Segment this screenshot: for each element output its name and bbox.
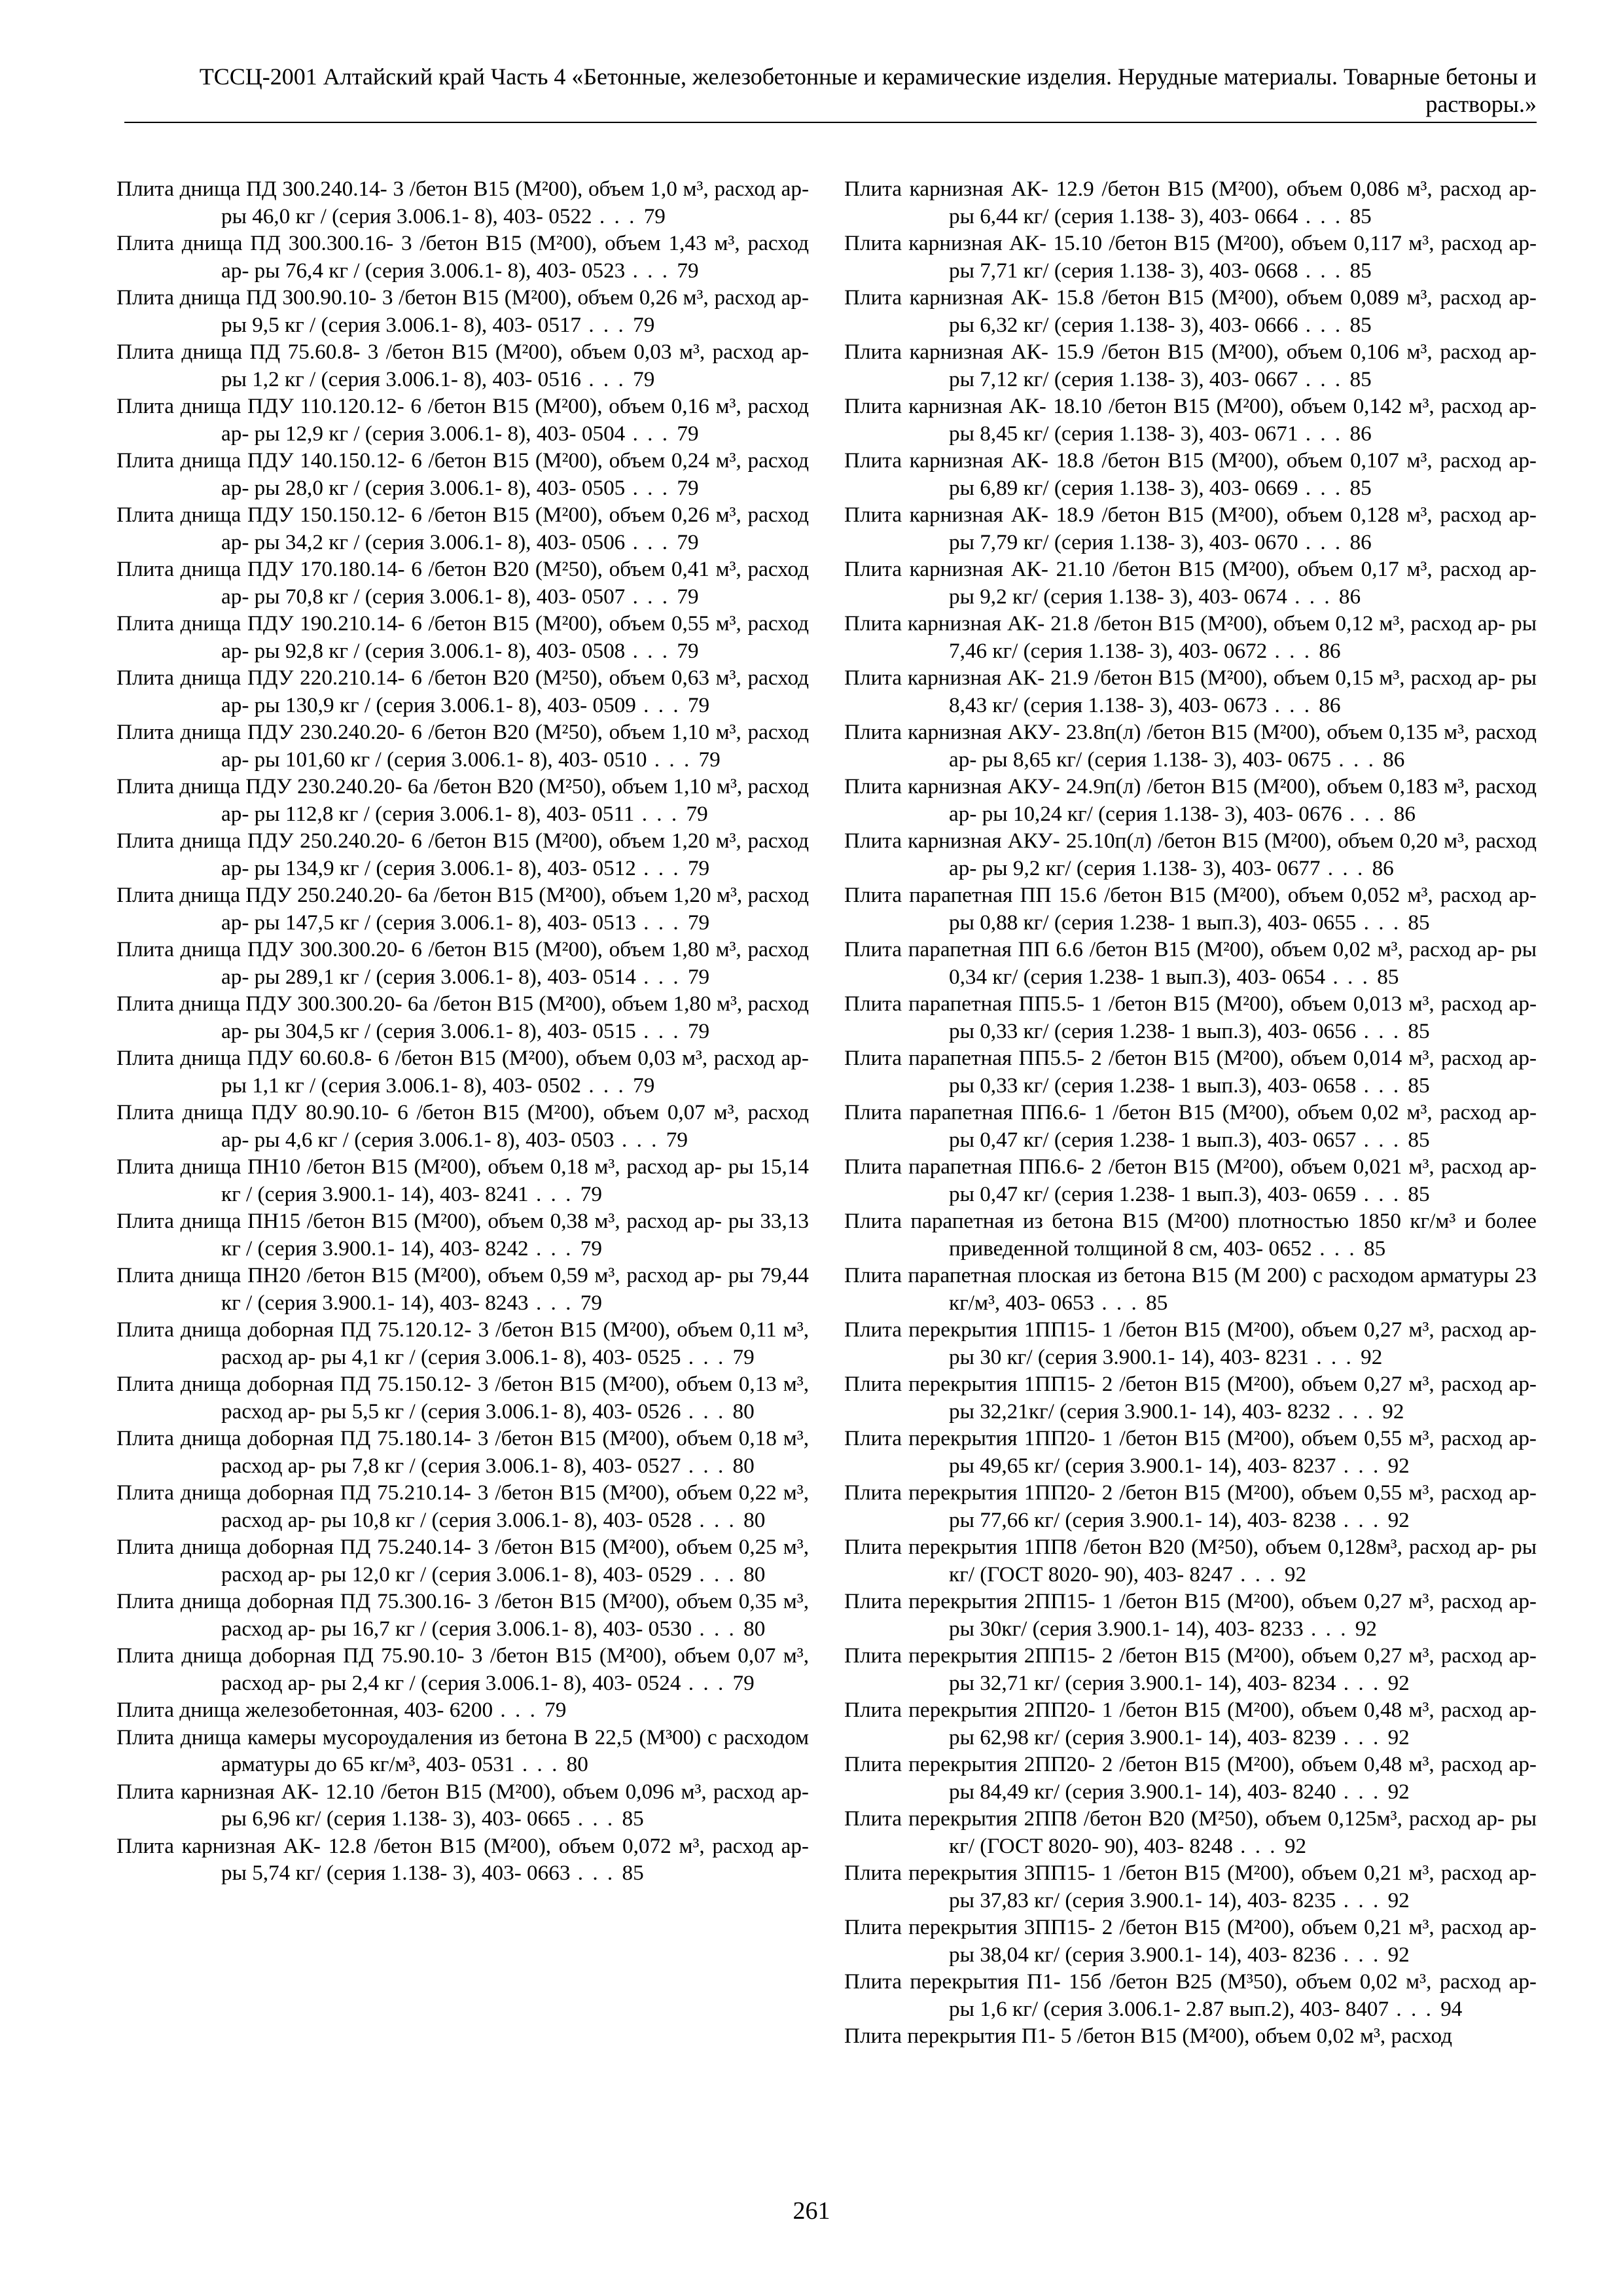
entry-text: Плита карнизная АК- 18.9 /бетон В15 (М²00), объем 0,128 м³, расход ар- ры 7,79 кг/ (серия 1.138- 3), 403- 0670 — [844, 503, 1537, 554]
dot-leader: . . . — [1325, 964, 1378, 989]
entry-page-number: 85 — [1408, 1073, 1430, 1098]
entry-page-number: 79 — [677, 421, 699, 446]
entry-page-number: 86 — [1338, 584, 1361, 609]
index-entry — [844, 1534, 1537, 1588]
index-entry — [844, 338, 1537, 393]
index-entry — [116, 1425, 809, 1479]
entry-text: Плита карнизная АК- 21.10 /бетон В15 (М²00), объем 0,17 м³, расход ар- ры 9,2 кг/ (серия 1.138- 3), 403- 0674 — [844, 557, 1537, 609]
entry-page-number: 86 — [1319, 638, 1341, 663]
dot-leader: . . . — [647, 747, 699, 772]
entry-page-number: 85 — [1408, 1127, 1430, 1152]
entry-page-number: 79 — [677, 258, 699, 283]
dot-leader: . . . — [625, 475, 677, 500]
dot-leader: . . . — [1336, 1670, 1388, 1695]
index-entry — [116, 447, 809, 501]
dot-leader: . . . — [681, 1344, 733, 1369]
entry-page-number: 79 — [732, 1670, 755, 1695]
dot-leader: . . . — [1298, 258, 1350, 283]
dot-leader: . . . — [528, 1236, 580, 1261]
dot-leader: . . . — [1298, 204, 1350, 228]
index-entry — [844, 1208, 1537, 1262]
dot-leader: . . . — [1336, 1725, 1388, 1749]
index-entry — [116, 719, 809, 773]
index-entry — [116, 556, 809, 610]
entry-text: Плита днища ПДУ 250.240.20- 6а /бетон В15 (М²00), объем 1,20 м³, расход ар- ры 147,5 кг / (серия 3.006.1- 8), 403- 0513 — [116, 883, 809, 935]
entry-page-number: 92 — [1355, 1616, 1377, 1641]
entry-page-number: 79 — [580, 1236, 602, 1261]
entry-text: Плита днища ПДУ 80.90.10- 6 /бетон В15 (М²00), объем 0,07 м³, расход ар- ры 4,6 кг / (серия 3.006.1- 8), 403- 0503 — [116, 1100, 809, 1152]
dot-leader: . . . — [1336, 1453, 1388, 1478]
entry-page-number: 92 — [1361, 1344, 1383, 1369]
index-entry — [116, 284, 809, 338]
dot-leader: . . . — [635, 1018, 688, 1043]
index-entry — [844, 2022, 1537, 2050]
entry-page-number: 92 — [1284, 1833, 1307, 1858]
entry-page-number: 79 — [633, 367, 655, 391]
dot-leader: . . . — [1094, 1290, 1147, 1315]
dot-leader: . . . — [1389, 1996, 1441, 2021]
index-entry — [116, 1316, 809, 1371]
entry-text: Плита перекрытия 1ПП15- 2 /бетон В15 (М²00), объем 0,27 м³, расход ар- ры 32,21кг/ (серия 3.900.1- 14), 403- 8232 — [844, 1372, 1537, 1424]
page-number: 261 — [793, 2197, 830, 2225]
dot-leader: . . . — [1298, 529, 1350, 554]
entry-page-number: 92 — [1284, 1562, 1307, 1587]
index-entry — [844, 719, 1537, 773]
entry-text: Плита карнизная АК- 15.9 /бетон В15 (М²00), объем 0,106 м³, расход ар- ры 7,12 кг/ (серия 1.138- 3), 403- 0667 — [844, 340, 1537, 391]
entry-page-number: 80 — [732, 1399, 755, 1424]
entry-page-number: 79 — [643, 204, 666, 228]
dot-leader: . . . — [1303, 1616, 1355, 1641]
dot-leader: . . . — [625, 529, 677, 554]
dot-leader: . . . — [1330, 1399, 1383, 1424]
dot-leader: . . . — [625, 584, 677, 609]
index-entry — [116, 1724, 809, 1778]
dot-leader: . . . — [1267, 692, 1319, 717]
entry-text: Плита днища ПН10 /бетон В15 (М²00), объем 0,18 м³, расход ар- ры 15,14 кг / (серия 3.900.1- 14), 403- 8241 — [116, 1155, 809, 1206]
entry-text: Плита днища доборная ПД 75.210.14- 3 /бетон В15 (М²00), объем 0,22 м³, расход ар- ры 10,8 кг / (серия 3.006.1- 8), 403- 0528 — [116, 1480, 809, 1532]
entry-text: Плита днища ПДУ 230.240.20- 6а /бетон В20 (М²50), объем 1,10 м³, расход ар- ры 112,8 кг / (серия 3.006.1- 8), 403- 0511 — [116, 774, 809, 826]
entry-text: Плита перекрытия 1ПП15- 1 /бетон В15 (М²00), объем 0,27 м³, расход ар- ры 30 кг/ (серия 3.900.1- 14), 403- 8231 — [844, 1318, 1537, 1369]
index-entry — [844, 773, 1537, 827]
entry-page-number: 85 — [1349, 312, 1372, 337]
entry-page-number: 80 — [732, 1453, 755, 1478]
index-entry — [844, 1153, 1537, 1208]
dot-leader: . . . — [634, 801, 687, 826]
entry-text: Плита перекрытия 3ПП15- 2 /бетон В15 (М²00), объем 0,21 м³, расход ар- ры 38,04 кг/ (серия 3.900.1- 14), 403- 8236 — [844, 1915, 1537, 1967]
index-entry — [844, 1479, 1537, 1534]
entry-page-number: 79 — [698, 747, 721, 772]
entry-text: Плита днища доборная ПД 75.240.14- 3 /бетон В15 (М²00), объем 0,25 м³, расход ар- ры 12,0 кг / (серия 3.006.1- 8), 403- 0529 — [116, 1535, 809, 1587]
dot-leader: . . . — [528, 1181, 580, 1206]
dot-leader: . . . — [635, 855, 688, 880]
index-entry — [844, 1045, 1537, 1099]
entry-text: Плита днища ПД 300.90.10- 3 /бетон В15 (М²00), объем 0,26 м³, расход ар- ры 9,5 кг / (серия 3.006.1- 8), 403- 0517 — [116, 285, 809, 337]
dot-leader: . . . — [681, 1399, 733, 1424]
entry-text: Плита днища ПД 75.60.8- 3 /бетон В15 (М²00), объем 0,03 м³, расход ар- ры 1,2 кг / (серия 3.006.1- 8), 403- 0516 — [116, 340, 809, 391]
entry-page-number: 92 — [1387, 1725, 1410, 1749]
dot-leader: . . . — [635, 910, 688, 935]
entry-text: Плита днища камеры мусороудаления из бетона В 22,5 (М³00) с расходом арматуры до 65 кг/м³, 403- 0531 — [116, 1725, 809, 1776]
entry-page-number: 79 — [580, 1181, 602, 1206]
entry-page-number: 86 — [1372, 855, 1394, 880]
entry-page-number: 85 — [1349, 258, 1372, 283]
dot-leader: . . . — [692, 1616, 744, 1641]
index-entry — [116, 882, 809, 936]
entry-text: Плита перекрытия П1- 5 /бетон В15 (М²00), объем 0,02 м³, расход — [844, 2024, 1452, 2048]
index-column-right — [844, 175, 1537, 2178]
entry-page-number: 92 — [1387, 1507, 1410, 1532]
entry-text: Плита карнизная АКУ- 25.10п(л) /бетон В15 (М²00), объем 0,20 м³, расход ар- ры 9,2 кг/ (серия 1.138- 3), 403- 0677 — [844, 829, 1537, 880]
index-entry — [844, 882, 1537, 936]
entry-text: Плита днища ПДУ 220.210.14- 6 /бетон В20 (М²50), объем 0,63 м³, расход ар- ры 130,9 кг / (серия 3.006.1- 8), 403- 0509 — [116, 666, 809, 717]
index-entry — [116, 1045, 809, 1099]
entry-page-number: 85 — [1408, 910, 1430, 935]
entry-page-number: 86 — [1349, 529, 1372, 554]
entry-page-number: 79 — [677, 529, 699, 554]
index-entry — [116, 1371, 809, 1425]
dot-leader: . . . — [592, 204, 644, 228]
entry-page-number: 79 — [580, 1290, 602, 1315]
entry-text: Плита днища ПДУ 230.240.20- 6 /бетон В20 (М²50), объем 1,10 м³, расход ар- ры 101,60 кг / (серия 3.006.1- 8), 403- 0510 — [116, 720, 809, 772]
dot-leader: . . . — [1356, 1181, 1408, 1206]
entry-page-number: 79 — [666, 1127, 688, 1152]
entry-text: Плита днища ПДУ 140.150.12- 6 /бетон В15 (М²00), объем 0,24 м³, расход ар- ры 28,0 кг / (серия 3.006.1- 8), 403- 0505 — [116, 448, 809, 500]
entry-page-number: 79 — [633, 1073, 655, 1098]
index-entry — [844, 501, 1537, 556]
entry-page-number: 80 — [566, 1752, 588, 1776]
dot-leader: . . . — [614, 1127, 666, 1152]
entry-text: Плита днища ПДУ 110.120.12- 6 /бетон В15 (М²00), объем 0,16 м³, расход ар- ры 12,9 кг / (серия 3.006.1- 8), 403- 0504 — [116, 394, 809, 446]
dot-leader: . . . — [1356, 910, 1408, 935]
entry-text: Плита перекрытия 1ПП20- 2 /бетон В15 (М²00), объем 0,55 м³, расход ар- ры 77,66 кг/ (серия 3.900.1- 14), 403- 8238 — [844, 1480, 1537, 1532]
entry-page-number: 92 — [1387, 1670, 1410, 1695]
index-entry — [116, 1153, 809, 1208]
index-entry — [844, 175, 1537, 230]
entry-text: Плита днища ПДУ 300.300.20- 6 /бетон В15 (М²00), объем 1,80 м³, расход ар- ры 289,1 кг / (серия 3.006.1- 8), 403- 0514 — [116, 937, 809, 989]
dot-leader: . . . — [625, 421, 677, 446]
dot-leader: . . . — [625, 258, 677, 283]
index-entry — [116, 1588, 809, 1642]
entry-page-number: 80 — [743, 1616, 766, 1641]
index-entry — [844, 1425, 1537, 1479]
entry-text: Плита парапетная ПП6.6- 2 /бетон В15 (М²00), объем 0,021 м³, расход ар- ры 0,47 кг/ (серия 1.238- 1 вып.3), 403- 0659 — [844, 1155, 1537, 1206]
dot-leader: . . . — [493, 1698, 545, 1722]
entry-page-number: 79 — [677, 638, 699, 663]
entry-text: Плита карнизная АК- 18.8 /бетон В15 (М²00), объем 0,107 м³, расход ар- ры 6,89 кг/ (серия 1.138- 3), 403- 0669 — [844, 448, 1537, 500]
entry-text: Плита днища ПДУ 300.300.20- 6а /бетон В15 (М²00), объем 1,80 м³, расход ар- ры 304,5 кг / (серия 3.006.1- 8), 403- 0515 — [116, 992, 809, 1043]
entry-text: Плита перекрытия 2ПП8 /бетон В20 (М²50), объем 0,125м³, расход ар- ры кг/ (ГОСТ 8020- 90), 403- 8248 — [844, 1806, 1537, 1858]
entry-text: Плита карнизная АК- 12.8 /бетон В15 (М²00), объем 0,072 м³, расход ар- ры 5,74 кг/ (серия 1.138- 3), 403- 0663 — [116, 1833, 809, 1885]
index-entry — [116, 1099, 809, 1153]
index-entry — [844, 1914, 1537, 1968]
dot-leader: . . . — [570, 1861, 622, 1885]
entry-page-number: 85 — [1349, 367, 1372, 391]
dot-leader: . . . — [1298, 312, 1350, 337]
entry-page-number: 79 — [687, 692, 710, 717]
entry-text: Плита перекрытия 1ПП8 /бетон В20 (М²50), объем 0,128м³, расход ар- ры кг/ (ГОСТ 8020- 90), 403- 8247 — [844, 1535, 1537, 1587]
dot-leader: . . . — [692, 1507, 744, 1532]
entry-text: Плита перекрытия 2ПП20- 2 /бетон В15 (М²00), объем 0,48 м³, расход ар- ры 84,49 кг/ (серия 3.900.1- 14), 403- 8240 — [844, 1752, 1537, 1804]
entry-text: Плита днища ПДУ 150.150.12- 6 /бетон В15 (М²00), объем 0,26 м³, расход ар- ры 34,2 кг / (серия 3.006.1- 8), 403- 0506 — [116, 503, 809, 554]
entry-page-number: 85 — [1377, 964, 1399, 989]
index-entry — [116, 393, 809, 447]
entry-page-number: 79 — [544, 1698, 567, 1722]
dot-leader: . . . — [1311, 1236, 1364, 1261]
entry-page-number: 79 — [687, 910, 710, 935]
entry-text: Плита днища ПД 300.240.14- 3 /бетон В15 (М²00), объем 1,0 м³, расход ар- ры 46,0 кг / (серия 3.006.1- 8), 403- 0522 — [116, 177, 809, 228]
dot-leader: . . . — [1320, 855, 1372, 880]
entry-text: Плита днища доборная ПД 75.120.12- 3 /бетон В15 (М²00), объем 0,11 м³, расход ар- ры 4,1 кг / (серия 3.006.1- 8), 403- 0525 — [116, 1318, 809, 1369]
index-entry — [116, 1833, 809, 1887]
dot-leader: . . . — [692, 1562, 744, 1587]
dot-leader: . . . — [1267, 638, 1319, 663]
index-entry — [844, 664, 1537, 719]
entry-page-number: 85 — [1146, 1290, 1168, 1315]
dot-leader: . . . — [1356, 1127, 1408, 1152]
index-column-left — [116, 175, 809, 2178]
dot-leader: . . . — [1336, 1942, 1388, 1967]
index-entry — [844, 1859, 1537, 1914]
entry-text: Плита парапетная ПП6.6- 1 /бетон В15 (М²00), объем 0,02 м³, расход ар- ры 0,47 кг/ (серия 1.238- 1 вып.3), 403- 0657 — [844, 1100, 1537, 1152]
entry-text: Плита парапетная ПП5.5- 2 /бетон В15 (М²00), объем 0,014 м³, расход ар- ры 0,33 кг/ (серия 1.238- 1 вып.3), 403- 0658 — [844, 1046, 1537, 1098]
entry-text: Плита перекрытия 3ПП15- 1 /бетон В15 (М²00), объем 0,21 м³, расход ар- ры 37,83 кг/ (серия 3.900.1- 14), 403- 8235 — [844, 1861, 1537, 1912]
index-entry — [844, 610, 1537, 664]
index-entry — [844, 393, 1537, 447]
dot-leader: . . . — [635, 964, 688, 989]
dot-leader: . . . — [1287, 584, 1339, 609]
index-entry — [116, 1696, 809, 1724]
index-entry — [844, 230, 1537, 284]
entry-page-number: 79 — [732, 1344, 755, 1369]
index-entry — [844, 936, 1537, 990]
dot-leader: . . . — [635, 692, 688, 717]
entry-page-number: 79 — [687, 855, 710, 880]
dot-leader: . . . — [1336, 1888, 1388, 1912]
entry-page-number: 79 — [687, 964, 710, 989]
index-entry — [844, 1588, 1537, 1642]
dot-leader: . . . — [514, 1752, 567, 1776]
index-entry — [116, 827, 809, 882]
entry-text: Плита днища ПДУ 60.60.8- 6 /бетон В15 (М²00), объем 0,03 м³, расход ар- ры 1,1 кг / (серия 3.006.1- 8), 403- 0502 — [116, 1046, 809, 1098]
entry-page-number: 79 — [686, 801, 708, 826]
entry-page-number: 79 — [633, 312, 655, 337]
dot-leader: . . . — [581, 1073, 633, 1098]
index-entry — [116, 610, 809, 664]
entry-text: Плита перекрытия П1- 15б /бетон В25 (М³50), объем 0,02 м³, расход ар- ры 1,6 кг/ (серия 3.006.1- 2.87 вып.2), 403- 8407 — [844, 1969, 1537, 2021]
header-title: ТССЦ-2001 Алтайский край Часть 4 «Бетонные, железобетонные и керамические изделия. Нерудные материалы. Товарные бетоны и растворы.» — [199, 63, 1537, 117]
dot-leader: . . . — [1298, 421, 1350, 446]
index-entry — [116, 664, 809, 719]
entry-text: Плита днища ПД 300.300.16- 3 /бетон В15 (М²00), объем 1,43 м³, расход ар- ры 76,4 кг / (серия 3.006.1- 8), 403- 0523 — [116, 231, 809, 283]
entry-page-number: 92 — [1382, 1399, 1404, 1424]
index-entry — [116, 230, 809, 284]
entry-page-number: 92 — [1387, 1888, 1410, 1912]
entry-text: Плита перекрытия 2ПП15- 1 /бетон В15 (М²00), объем 0,27 м³, расход ар- ры 30кг/ (серия 3.900.1- 14), 403- 8233 — [844, 1589, 1537, 1641]
index-entry — [844, 1696, 1537, 1751]
index-entry — [844, 1968, 1537, 2022]
running-header — [124, 63, 1537, 123]
entry-text: Плита днища доборная ПД 75.150.12- 3 /бетон В15 (М²00), объем 0,13 м³, расход ар- ры 5,5 кг / (серия 3.006.1- 8), 403- 0526 — [116, 1372, 809, 1424]
dot-leader: . . . — [570, 1806, 622, 1831]
entry-page-number: 79 — [677, 475, 699, 500]
entry-page-number: 94 — [1440, 1996, 1463, 2021]
entry-text: Плита карнизная АКУ- 23.8п(л) /бетон В15 (М²00), объем 0,135 м³, расход ар- ры 8,65 кг/ (серия 1.138- 3), 403- 0675 — [844, 720, 1537, 772]
dot-leader: . . . — [1309, 1344, 1361, 1369]
entry-page-number: 79 — [677, 584, 699, 609]
entry-text: Плита днища доборная ПД 75.90.10- 3 /бетон В15 (М²00), объем 0,07 м³, расход ар- ры 2,4 кг / (серия 3.006.1- 8), 403- 0524 — [116, 1643, 809, 1695]
index-entry — [844, 827, 1537, 882]
entry-page-number: 79 — [687, 1018, 710, 1043]
entry-text: Плита днища доборная ПД 75.180.14- 3 /бетон В15 (М²00), объем 0,18 м³, расход ар- ры 7,8 кг / (серия 3.006.1- 8), 403- 0527 — [116, 1426, 809, 1478]
index-entry — [116, 1534, 809, 1588]
index-entry — [116, 773, 809, 827]
entry-text: Плита парапетная из бетона В15 (М²00) плотностью 1850 кг/м³ и более приведенной толщиной 8 см, 403- 0652 — [844, 1209, 1537, 1261]
entry-page-number: 86 — [1349, 421, 1372, 446]
index-entry — [844, 990, 1537, 1045]
index-entry — [844, 284, 1537, 338]
entry-page-number: 85 — [1408, 1018, 1430, 1043]
entry-page-number: 80 — [743, 1562, 766, 1587]
index-entry — [116, 1208, 809, 1262]
index-entry — [116, 1262, 809, 1316]
index-entry — [844, 1371, 1537, 1425]
entry-page-number: 85 — [1349, 475, 1372, 500]
dot-leader: . . . — [1298, 367, 1350, 391]
entry-text: Плита днища железобетонная, 403- 6200 — [116, 1698, 493, 1722]
dot-leader: . . . — [1356, 1018, 1408, 1043]
dot-leader: . . . — [1356, 1073, 1408, 1098]
index-entry — [116, 1479, 809, 1534]
dot-leader: . . . — [1331, 747, 1383, 772]
index-entry — [116, 936, 809, 990]
dot-leader: . . . — [1336, 1779, 1388, 1804]
entry-page-number: 86 — [1383, 747, 1405, 772]
entry-page-number: 85 — [622, 1806, 644, 1831]
index-entry — [116, 338, 809, 393]
entry-text: Плита днища ПДУ 190.210.14- 6 /бетон В15 (М²00), объем 0,55 м³, расход ар- ры 92,8 кг / (серия 3.006.1- 8), 403- 0508 — [116, 611, 809, 663]
index-entry — [116, 990, 809, 1045]
entry-page-number: 92 — [1387, 1453, 1410, 1478]
index-entry — [844, 1642, 1537, 1696]
dot-leader: . . . — [1232, 1562, 1285, 1587]
entry-page-number: 92 — [1387, 1779, 1410, 1804]
index-entry — [844, 1099, 1537, 1153]
entry-text: Плита карнизная АК- 12.9 /бетон В15 (М²00), объем 0,086 м³, расход ар- ры 6,44 кг/ (серия 1.138- 3), 403- 0664 — [844, 177, 1537, 228]
entry-text: Плита карнизная АК- 15.10 /бетон В15 (М²00), объем 0,117 м³, расход ар- ры 7,71 кг/ (серия 1.138- 3), 403- 0668 — [844, 231, 1537, 283]
entry-page-number: 86 — [1319, 692, 1341, 717]
entry-text: Плита парапетная плоская из бетона В15 (М 200) с расходом арматуры 23 кг/м³, 403- 0653 — [844, 1263, 1537, 1315]
entry-page-number: 85 — [1408, 1181, 1430, 1206]
entry-text: Плита днища ПДУ 250.240.20- 6 /бетон В15 (М²00), объем 1,20 м³, расход ар- ры 134,9 кг / (серия 3.006.1- 8), 403- 0512 — [116, 829, 809, 880]
entry-page-number: 85 — [1363, 1236, 1386, 1261]
index-columns — [116, 175, 1537, 2178]
dot-leader: . . . — [1232, 1833, 1285, 1858]
index-entry — [844, 1316, 1537, 1371]
entry-page-number: 80 — [743, 1507, 766, 1532]
entry-page-number: 86 — [1393, 801, 1416, 826]
entry-text: Плита карнизная АК- 12.10 /бетон В15 (М²00), объем 0,096 м³, расход ар- ры 6,96 кг/ (серия 1.138- 3), 403- 0665 — [116, 1779, 809, 1831]
entry-text: Плита парапетная ПП5.5- 1 /бетон В15 (М²00), объем 0,013 м³, расход ар- ры 0,33 кг/ (серия 1.238- 1 вып.3), 403- 0656 — [844, 992, 1537, 1043]
dot-leader: . . . — [625, 638, 677, 663]
dot-leader: . . . — [581, 312, 633, 337]
index-entry — [844, 556, 1537, 610]
dot-leader: . . . — [1298, 475, 1350, 500]
entry-text: Плита днища ПДУ 170.180.14- 6 /бетон В20 (М²50), объем 0,41 м³, расход ар- ры 70,8 кг / (серия 3.006.1- 8), 403- 0507 — [116, 557, 809, 609]
index-entry — [116, 175, 809, 230]
entry-text: Плита перекрытия 2ПП15- 2 /бетон В15 (М²00), объем 0,27 м³, расход ар- ры 32,71 кг/ (серия 3.900.1- 14), 403- 8234 — [844, 1643, 1537, 1695]
entry-text: Плита карнизная АК- 21.8 /бетон В15 (М²00), объем 0,12 м³, расход ар- ры 7,46 кг/ (серия 1.138- 3), 403- 0672 — [844, 611, 1537, 663]
index-entry — [844, 1805, 1537, 1859]
entry-text: Плита карнизная АК- 15.8 /бетон В15 (М²00), объем 0,089 м³, расход ар- ры 6,32 кг/ (серия 1.138- 3), 403- 0666 — [844, 285, 1537, 337]
index-entry — [844, 1751, 1537, 1805]
entry-text: Плита днища доборная ПД 75.300.16- 3 /бетон В15 (М²00), объем 0,35 м³, расход ар- ры 16,7 кг / (серия 3.006.1- 8), 403- 0530 — [116, 1589, 809, 1641]
index-entry — [116, 501, 809, 556]
dot-leader: . . . — [1342, 801, 1394, 826]
dot-leader: . . . — [528, 1290, 580, 1315]
entry-text: Плита днища ПН20 /бетон В15 (М²00), объем 0,59 м³, расход ар- ры 79,44 кг / (серия 3.900.1- 14), 403- 8243 — [116, 1263, 809, 1315]
dot-leader: . . . — [681, 1453, 733, 1478]
entry-text: Плита парапетная ПП 6.6 /бетон В15 (М²00), объем 0,02 м³, расход ар- ры 0,34 кг/ (серия 1.238- 1 вып.3), 403- 0654 — [844, 937, 1537, 989]
entry-text: Плита карнизная АКУ- 24.9п(л) /бетон В15 (М²00), объем 0,183 м³, расход ар- ры 10,24 кг/ (серия 1.138- 3), 403- 0676 — [844, 774, 1537, 826]
entry-text: Плита парапетная ПП 15.6 /бетон В15 (М²00), объем 0,052 м³, расход ар- ры 0,88 кг/ (серия 1.238- 1 вып.3), 403- 0655 — [844, 883, 1537, 935]
entry-page-number: 85 — [1349, 204, 1372, 228]
entry-text: Плита карнизная АК- 18.10 /бетон В15 (М²00), объем 0,142 м³, расход ар- ры 8,45 кг/ (серия 1.138- 3), 403- 0671 — [844, 394, 1537, 446]
index-entry — [116, 1642, 809, 1696]
entry-text: Плита днища ПН15 /бетон В15 (М²00), объем 0,38 м³, расход ар- ры 33,13 кг / (серия 3.900.1- 14), 403- 8242 — [116, 1209, 809, 1261]
index-entry — [116, 1778, 809, 1833]
dot-leader: . . . — [581, 367, 633, 391]
entry-text: Плита перекрытия 2ПП20- 1 /бетон В15 (М²00), объем 0,48 м³, расход ар- ры 62,98 кг/ (серия 3.900.1- 14), 403- 8239 — [844, 1698, 1537, 1749]
dot-leader: . . . — [1336, 1507, 1388, 1532]
index-entry — [844, 1262, 1537, 1316]
entry-text: Плита перекрытия 1ПП20- 1 /бетон В15 (М²00), объем 0,55 м³, расход ар- ры 49,65 кг/ (серия 3.900.1- 14), 403- 8237 — [844, 1426, 1537, 1478]
dot-leader: . . . — [681, 1670, 733, 1695]
index-entry — [844, 447, 1537, 501]
entry-page-number: 92 — [1387, 1942, 1410, 1967]
entry-text: Плита карнизная АК- 21.9 /бетон В15 (М²00), объем 0,15 м³, расход ар- ры 8,43 кг/ (серия 1.138- 3), 403- 0673 — [844, 666, 1537, 717]
entry-page-number: 85 — [622, 1861, 644, 1885]
